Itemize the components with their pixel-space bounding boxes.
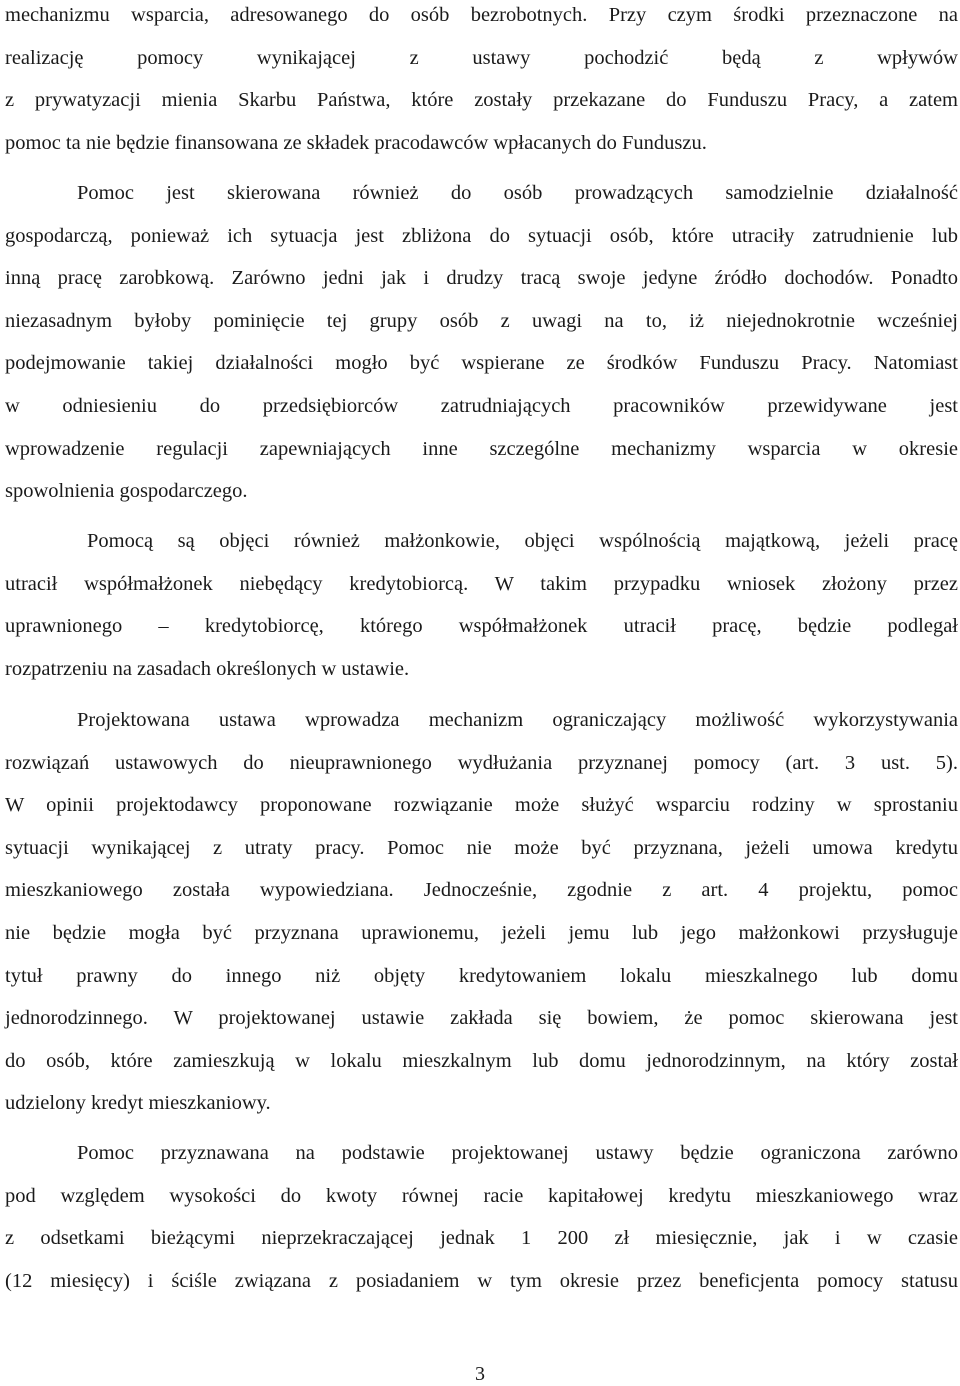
page-number: 3 [475, 1363, 485, 1385]
text-line: nie będzie mogła być przyznana uprawionemu, jeżeli jemu lub jego małżonkowi przysługuje [5, 921, 958, 944]
text-line: rozwiązań ustawowych do nieuprawnionego wydłużania przyznanej pomocy (art. 3 ust. 5). [5, 751, 958, 774]
paragraph-4 [5, 707, 958, 1133]
text-line: rozpatrzeniu na zasadach określonych w ustawie. [5, 657, 410, 680]
text-line: z prywatyzacji mienia Skarbu Państwa, które zostały przekazane do Funduszu Pracy, a zatem [5, 89, 958, 112]
paragraph-1 [5, 2, 958, 172]
text-line: udzielony kredyt mieszkaniowy. [5, 1092, 271, 1115]
text-line: pod względem wysokości do kwoty równej racie kapitałowej kredytu mieszkaniowego wraz [5, 1184, 958, 1207]
paragraph-2 [5, 180, 958, 521]
text-line: realizację pomocy wynikającej z ustawy pochodzić będą z wpływów [5, 46, 958, 69]
text-line: Pomocą są objęci również małżonkowie, objęci wspólnością majątkową, jeżeli pracę [87, 530, 958, 552]
text-line: spowolnienia gospodarczego. [5, 480, 248, 503]
text-line: mieszkaniowego została wypowiedziana. Jednocześnie, zgodnie z art. 4 projektu, pomoc [5, 879, 958, 902]
text-line: do osób, które zamieszkują w lokalu mieszkalnym lub domu jednorodzinnym, na który został [5, 1049, 958, 1072]
text-line: Projektowana ustawa wprowadza mechanizm ograniczający możliwość wykorzystywania [77, 709, 958, 731]
text-line: gospodarczą, ponieważ ich sytuacja jest zbliżona do sytuacji osób, które utraciły zatrudnienie lub [5, 224, 958, 247]
text-line: inną pracę zarobkową. Zarówno jedni jak i drudzy tracą swoje jedyne źródło dochodów. Ponadto [5, 267, 958, 290]
text-line: podejmowanie takiej działalności mogło być wspierane ze środków Funduszu Pracy. Natomiast [5, 352, 958, 375]
paragraph-5 [5, 1140, 958, 1310]
text-line: W opinii projektodawcy proponowane rozwiązanie może służyć wsparciu rodziny w sprostaniu [5, 794, 958, 817]
text-line: Pomoc jest skierowana również do osób prowadzących samodzielnie działalność [77, 182, 958, 204]
text-line: (12 miesięcy) i ściśle związana z posiadaniem w tym okresie przez beneficjenta pomocy statusu [5, 1269, 958, 1292]
text-line: sytuacji wynikającej z utraty pracy. Pomoc nie może być przyznana, jeżeli umowa kredytu [5, 836, 958, 859]
text-line: pomoc ta nie będzie finansowana ze składek pracodawców wpłacanych do Funduszu. [5, 131, 707, 154]
paragraph-3 [5, 528, 958, 698]
text-line: wprowadzenie regulacji zapewniających inne szczególne mechanizmy wsparcia w okresie [5, 437, 958, 460]
text-line: uprawnionego – kredytobiorcę, którego współmałżonek utracił pracę, będzie podlegał [5, 615, 958, 638]
text-line: jednorodzinnego. W projektowanej ustawie zakłada się bowiem, że pomoc skierowana jest [5, 1007, 958, 1030]
text-line: Pomoc przyznawana na podstawie projektowanej ustawy będzie ograniczona zarówno [77, 1142, 958, 1164]
text-line: utracił współmałżonek niebędący kredytobiorcą. W takim przypadku wniosek złożony przez [5, 572, 958, 595]
text-line: mechanizmu wsparcia, adresowanego do osób bezrobotnych. Przy czym środki przeznaczone na [5, 4, 958, 26]
text-line: w odniesieniu do przedsiębiorców zatrudniających pracowników przewidywane jest [5, 394, 958, 417]
text-line: tytuł prawny do innego niż objęty kredytowaniem lokalu mieszkalnego lub domu [5, 964, 958, 987]
text-line: niezasadnym byłoby pominięcie tej grupy osób z uwagi na to, iż niejednokrotnie wcześniej [5, 309, 958, 332]
text-line: z odsetkami bieżącymi nieprzekraczającej jednak 1 200 zł miesięcznie, jak i w czasie [5, 1227, 958, 1250]
